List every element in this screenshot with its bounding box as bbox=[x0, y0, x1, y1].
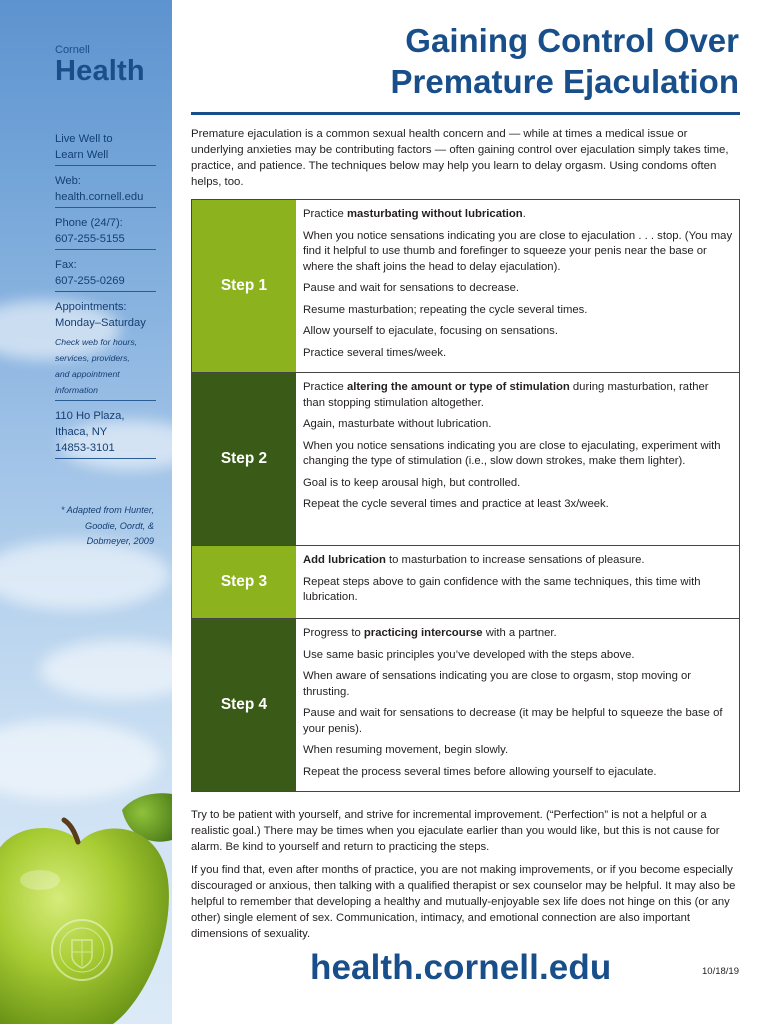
instruction-text: Repeat the cycle several times and practice at least 3x/week. bbox=[303, 498, 609, 510]
instruction-emphasis: practicing intercourse bbox=[363, 627, 483, 639]
closing-paragraph: If you find that, even after months of practice, you are not making improvements, or if you become especially discouraged or anxious, then talking with a qualified therapist or sex counselor may be helpful. It may also be helpful to remember that developing a healthy and mutually-enjoyable sex life does not hinge on this (or any other) single element of sex. Communication, intimacy, and emotional connection are also important dimensions of sexuality. bbox=[191, 864, 736, 940]
appointments-days: Monday–Saturday bbox=[55, 317, 146, 329]
step-instruction bbox=[303, 281, 733, 297]
step-instructions bbox=[296, 200, 739, 372]
contact-info bbox=[55, 131, 156, 466]
appointments-block bbox=[55, 299, 156, 401]
citation-line: * Adapted from Hunter, bbox=[60, 505, 154, 515]
step-instructions bbox=[296, 373, 739, 545]
tagline-block bbox=[55, 131, 156, 166]
address-block bbox=[55, 408, 156, 459]
closing-paragraph: Try to be patient with yourself, and strive for incremental improvement. (“Perfection” is not a helpful or a realistic goal.) There may be times when you ejaculate earlier than you would like, but this is not cause for alarm. Be kind to yourself and return to practicing the steps. bbox=[191, 809, 720, 853]
step-instruction bbox=[303, 553, 733, 569]
appointments-note: information bbox=[55, 385, 98, 395]
instruction-text: Practice bbox=[303, 208, 347, 220]
step-instruction bbox=[303, 648, 733, 664]
address-line: 110 Ho Plaza, bbox=[55, 410, 125, 422]
step-instruction bbox=[303, 476, 733, 492]
fax-block bbox=[55, 257, 156, 292]
instruction-text: Practice several times/week. bbox=[303, 346, 447, 359]
step-row bbox=[192, 200, 739, 373]
step-instruction bbox=[303, 626, 733, 642]
web-block bbox=[55, 173, 156, 208]
apple-body bbox=[0, 828, 169, 1024]
instruction-text: Repeat steps above to gain confidence with the same techniques, this time with lubrication. bbox=[303, 575, 701, 603]
instruction-text: Again, masturbate without lubrication. bbox=[303, 418, 492, 430]
title-divider bbox=[191, 112, 740, 115]
fax-number: 607-255-0269 bbox=[55, 275, 125, 287]
footer-website-link[interactable]: health.cornell.edu bbox=[310, 948, 612, 987]
citation bbox=[30, 503, 154, 550]
closing-text bbox=[191, 807, 740, 949]
appointments-note: Check web for hours, bbox=[55, 337, 138, 347]
step-row bbox=[192, 373, 739, 546]
instruction-text: Resume masturbation; repeating the cycle several times. bbox=[303, 303, 588, 316]
step-instruction bbox=[303, 324, 733, 340]
step-instruction bbox=[303, 303, 733, 319]
step-instruction bbox=[303, 346, 733, 362]
web-link[interactable]: health.cornell.edu bbox=[55, 191, 144, 203]
sidebar bbox=[0, 0, 172, 1024]
tagline-line: Learn Well bbox=[55, 149, 109, 161]
instruction-text: Allow yourself to ejaculate, focusing on sensations. bbox=[303, 325, 558, 337]
step-label: Step 4 bbox=[192, 619, 296, 791]
step-instructions bbox=[296, 619, 739, 791]
instruction-text: When you notice sensations indicating you are close to ejaculation . . . stop. (You may find it helpful to use thumb and forefinger to squeeze your penis near the base or where the shaft joins the head to delay ejaculation). bbox=[303, 229, 733, 273]
address-line: 14853-3101 bbox=[55, 442, 115, 454]
step-instruction bbox=[303, 765, 733, 781]
instruction-text: When aware of sensations indicating you are close to orgasm, stop moving or thrusting. bbox=[303, 670, 692, 698]
citation-line: Dobmeyer, 2009 bbox=[86, 536, 154, 547]
step-row bbox=[192, 546, 739, 619]
footer-date: 10/18/19 bbox=[702, 966, 739, 977]
phone-label: Phone (24/7): bbox=[55, 217, 123, 229]
brand-cornell: Cornell bbox=[55, 44, 90, 56]
step-instruction bbox=[303, 417, 733, 433]
phone-number[interactable]: 607-255-5155 bbox=[55, 233, 125, 245]
appointments-label: Appointments: bbox=[55, 301, 127, 313]
step-instruction bbox=[303, 439, 733, 470]
instruction-text: Progress to bbox=[303, 627, 364, 639]
intro-paragraph: Premature ejaculation is a common sexual health concern and — while at times a medical issue or underlying anxieties may be contributing factors — often gaining control over ejaculation simply takes time, practice, and patience. The techniques below may help you learn to delay orgasm. Using condoms often helps, too. bbox=[191, 128, 729, 188]
address-line: Ithaca, NY bbox=[55, 426, 108, 438]
instruction-text: Goal is to keep arousal high, but controlled. bbox=[303, 476, 521, 489]
instruction-text: during masturbation, rather than stopping stimulation altogether. bbox=[303, 381, 709, 409]
appointments-note: services, providers, bbox=[55, 353, 130, 363]
step-label: Step 1 bbox=[192, 200, 296, 372]
steps-table bbox=[191, 199, 740, 792]
step-instruction bbox=[303, 207, 733, 223]
title-line-2: Premature Ejaculation bbox=[390, 63, 739, 100]
instruction-text: Practice bbox=[303, 381, 347, 393]
step-instruction bbox=[303, 229, 733, 276]
step-instruction bbox=[303, 497, 733, 513]
brand-health: Health bbox=[55, 55, 145, 87]
instruction-text: When resuming movement, begin slowly. bbox=[303, 744, 509, 756]
title-line-1: Gaining Control Over bbox=[405, 22, 739, 59]
citation-line: Goodie, Oordt, & bbox=[85, 520, 154, 531]
apple-highlight bbox=[20, 870, 60, 890]
step-instructions bbox=[296, 546, 739, 618]
appointments-note: and appointment bbox=[55, 369, 120, 379]
instruction-emphasis: altering the amount or type of stimulation bbox=[346, 381, 570, 393]
step-instruction bbox=[303, 743, 733, 759]
instruction-text: Repeat the process several times before allowing yourself to ejaculate. bbox=[303, 765, 657, 778]
instruction-text: with a partner. bbox=[482, 627, 557, 639]
step-instruction bbox=[303, 706, 733, 737]
phone-block bbox=[55, 215, 156, 250]
instruction-text: Pause and wait for sensations to decrease. bbox=[303, 282, 520, 294]
instruction-text: Use same basic principles you’ve developed with the steps above. bbox=[303, 648, 635, 661]
web-label: Web: bbox=[55, 175, 81, 187]
apple-illustration bbox=[0, 780, 172, 1024]
instruction-text: . bbox=[522, 208, 526, 220]
step-row bbox=[192, 619, 739, 791]
step-instruction bbox=[303, 669, 733, 700]
step-label: Step 2 bbox=[192, 373, 296, 545]
instruction-emphasis: masturbating without lubrication bbox=[346, 208, 523, 220]
fax-label: Fax: bbox=[55, 259, 77, 271]
instruction-text: Pause and wait for sensations to decrease (it may be helpful to squeeze the base of your penis). bbox=[303, 707, 723, 735]
step-label: Step 3 bbox=[192, 546, 296, 618]
instruction-text: When you notice sensations indicating you are close to ejaculating, experiment with changing the type of stimulation (i.e., slow down strokes, make them lighter). bbox=[303, 439, 721, 467]
instruction-emphasis: Add lubrication bbox=[303, 554, 386, 566]
page-title bbox=[391, 20, 739, 102]
tagline-line: Live Well to bbox=[55, 133, 113, 145]
instruction-text: to masturbation to increase sensations of pleasure. bbox=[385, 554, 645, 566]
cornell-health-logo bbox=[55, 44, 145, 86]
step-instruction bbox=[303, 575, 733, 606]
step-instruction bbox=[303, 380, 733, 411]
